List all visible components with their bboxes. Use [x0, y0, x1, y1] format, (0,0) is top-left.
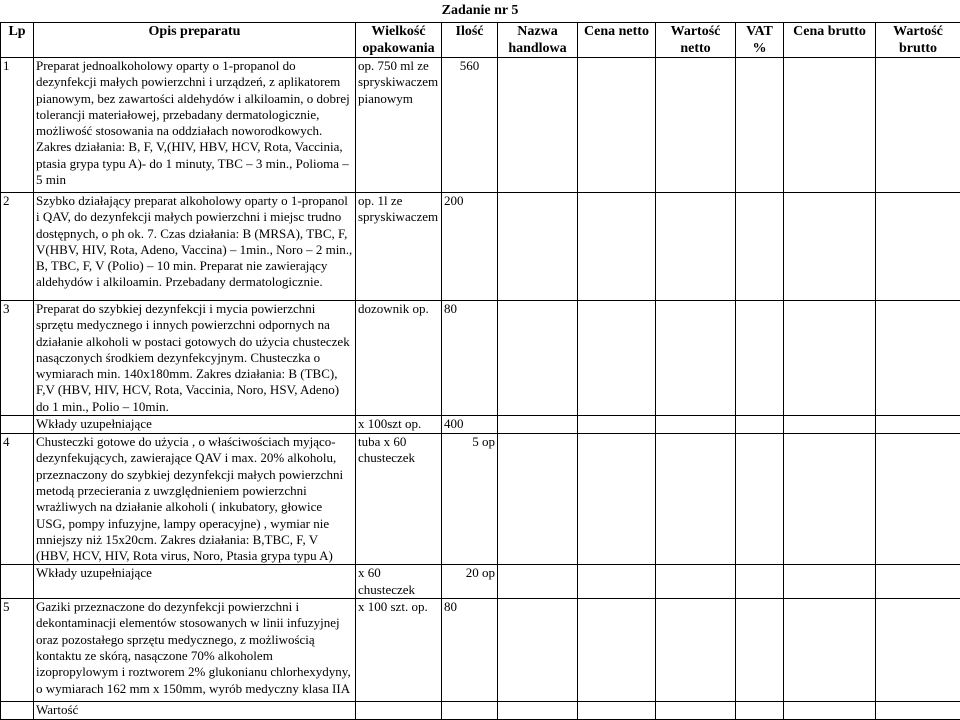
- row-wielkosc: dozownik op.: [356, 301, 442, 416]
- table-row: [1, 301, 960, 416]
- header-wielkosc: Wielkość opakowania: [356, 23, 442, 58]
- row-vat: [736, 416, 784, 434]
- row-nazwa: [498, 58, 578, 193]
- table-row: [1, 599, 960, 702]
- row-wartosc-brutto: [876, 702, 960, 720]
- row-cena-brutto: [784, 599, 876, 702]
- row-cena-brutto: [784, 301, 876, 416]
- row-wielkosc: [356, 702, 442, 720]
- row-opis: Wartość: [34, 702, 356, 720]
- table-row: [1, 434, 960, 565]
- row-vat: [736, 599, 784, 702]
- row-cena-brutto: [784, 565, 876, 599]
- row-ilosc: [442, 702, 498, 720]
- row-ilosc: 200: [442, 193, 498, 301]
- row-vat: [736, 193, 784, 301]
- row-wartosc-brutto: [876, 565, 960, 599]
- products-table: [0, 22, 960, 720]
- row-wielkosc: x 60 chusteczek: [356, 565, 442, 599]
- row-cena-brutto: [784, 702, 876, 720]
- row-opis: Preparat do szybkiej dezynfekcji i mycia powierzchni sprzętu medycznego i innych powierzchni odpornych na działanie alkoholi w postaci gotowych do użycia chusteczek nasączonych środkiem dezynfekcyjnym. Chusteczka o wymiarach min. 140x180mm. Zakres działania: B (TBC), F,V (HBV, HIV, HCV, Rota, Vaccinia, Noro, HSV, Adeno) do 1 min., Polio – 10min.: [34, 301, 356, 416]
- row-ilosc: 560: [442, 58, 498, 193]
- row-lp: 3: [1, 301, 34, 416]
- row-opis: Wkłady uzupełniające: [34, 416, 356, 434]
- row-nazwa: [498, 599, 578, 702]
- row-nazwa: [498, 434, 578, 565]
- row-wielkosc: x 100 szt. op.: [356, 599, 442, 702]
- row-vat: [736, 434, 784, 565]
- header-lp: Lp: [1, 23, 34, 58]
- row-wartosc-netto: [656, 193, 736, 301]
- row-wartosc-netto: [656, 416, 736, 434]
- table-row: [1, 565, 960, 599]
- row-ilosc: 80: [442, 301, 498, 416]
- row-wielkosc: x 100szt op.: [356, 416, 442, 434]
- row-opis: Wkłady uzupełniające: [34, 565, 356, 599]
- table-row: [1, 58, 960, 193]
- row-nazwa: [498, 416, 578, 434]
- header-nazwa: Nazwa handlowa: [498, 23, 578, 58]
- header-wartosc-brutto: Wartość brutto: [876, 23, 960, 58]
- header-vat: VAT %: [736, 23, 784, 58]
- row-wielkosc: tuba x 60 chusteczek: [356, 434, 442, 565]
- row-lp: 4: [1, 434, 34, 565]
- row-opis: Preparat jednoalkoholowy oparty o 1-propanol do dezynfekcji małych powierzchni i urządzeń, z aplikatorem pianowym, bez zawartości aldehydów i alkiloamin, o dobrej tolerancji materiałowej, przebadany dermatologicznie, możliwość stosowania na oddziałach noworodkowych. Zakres działania: B, F, V,(HIV, HBV, HCV, Rota, Vaccinia, ptasia grypa typu A)- do 1 minuty, TBC – 3 min., Polioma – 5 min: [34, 58, 356, 193]
- row-wartosc-netto: [656, 702, 736, 720]
- row-opis: Chusteczki gotowe do użycia , o właściwościach myjąco-dezynfekujących, zawierające QAV i max. 20% alkoholu, przeznaczony do szybkiej dezynfekcji małych powierzchni metodą przecierania z uwzględnieniem powierzchni wrażliwych na działanie alkoholi ( inkubatory, głowice USG, pompy infuzyjne, lampy operacyjne) , wymiar nie mniejszy niż 15x20cm. Zakres działania: B,TBC, F, V (HBV, HCV, HIV, Rota virus, Noro, Ptasia grypa typu A): [34, 434, 356, 565]
- header-opis: Opis preparatu: [34, 23, 356, 58]
- row-nazwa: [498, 702, 578, 720]
- row-cena-netto: [578, 434, 656, 565]
- row-wartosc-netto: [656, 565, 736, 599]
- row-wartosc-netto: [656, 434, 736, 565]
- row-ilosc: 80: [442, 599, 498, 702]
- row-vat: [736, 58, 784, 193]
- row-wartosc-netto: [656, 301, 736, 416]
- header-wartosc-netto: Wartość netto: [656, 23, 736, 58]
- row-wartosc-brutto: [876, 416, 960, 434]
- row-cena-brutto: [784, 58, 876, 193]
- row-ilosc: 400: [442, 416, 498, 434]
- row-lp: 2: [1, 193, 34, 301]
- row-cena-netto: [578, 193, 656, 301]
- row-vat: [736, 702, 784, 720]
- table-row: [1, 193, 960, 301]
- table-row: [1, 702, 960, 720]
- row-wartosc-brutto: [876, 193, 960, 301]
- header-cena-brutto: Cena brutto: [784, 23, 876, 58]
- row-cena-netto: [578, 565, 656, 599]
- row-lp: 1: [1, 58, 34, 193]
- row-nazwa: [498, 301, 578, 416]
- row-wartosc-netto: [656, 58, 736, 193]
- row-cena-netto: [578, 58, 656, 193]
- row-wartosc-brutto: [876, 58, 960, 193]
- row-nazwa: [498, 565, 578, 599]
- header-cena-netto: Cena netto: [578, 23, 656, 58]
- document-title: Zadanie nr 5: [0, 0, 960, 22]
- row-cena-brutto: [784, 193, 876, 301]
- row-opis: Gaziki przeznaczone do dezynfekcji powierzchni i dekontaminacji elementów stosowanych w linii infuzyjnej oraz pozostałego sprzętu medycznego, z możliwością kontaktu ze skórą, nasączone 70% alkoholem izopropylowym i roztworem 2% glukonianu chlorhexydyny, o wymiarach 162 mm x 150mm, wyrób medyczny klasa IIA: [34, 599, 356, 702]
- row-ilosc: 5 op: [442, 434, 498, 565]
- row-wielkosc: op. 750 ml ze spryskiwaczem pianowym: [356, 58, 442, 193]
- table-row: [1, 416, 960, 434]
- row-cena-netto: [578, 301, 656, 416]
- row-cena-brutto: [784, 416, 876, 434]
- row-nazwa: [498, 193, 578, 301]
- row-vat: [736, 565, 784, 599]
- header-ilosc: Ilość: [442, 23, 498, 58]
- row-lp: [1, 702, 34, 720]
- row-cena-netto: [578, 599, 656, 702]
- row-cena-brutto: [784, 434, 876, 565]
- row-wartosc-brutto: [876, 434, 960, 565]
- row-lp: [1, 416, 34, 434]
- row-wartosc-netto: [656, 599, 736, 702]
- row-opis: Szybko działający preparat alkoholowy oparty o 1-propanol i QAV, do dezynfekcji małych powierzchni i miejsc trudno dostępnych, o ph ok. 7. Czas działania: B (MRSA), TBC, F, V(HBV, HIV, Rota, Adeno, Vaccina) – 1min., Noro – 2 min., B, TBC, F, V (Polio) – 10 min. Preparat nie zawierający aldehydów i alkiloamin. Przebadany dermatologicznie.: [34, 193, 356, 301]
- row-vat: [736, 301, 784, 416]
- row-wartosc-brutto: [876, 301, 960, 416]
- row-cena-netto: [578, 702, 656, 720]
- row-wielkosc: op. 1l ze spryskiwaczem: [356, 193, 442, 301]
- row-ilosc: 20 op: [442, 565, 498, 599]
- row-lp: 5: [1, 599, 34, 702]
- row-cena-netto: [578, 416, 656, 434]
- row-wartosc-brutto: [876, 599, 960, 702]
- row-lp: [1, 565, 34, 599]
- table-header-row: [1, 23, 960, 58]
